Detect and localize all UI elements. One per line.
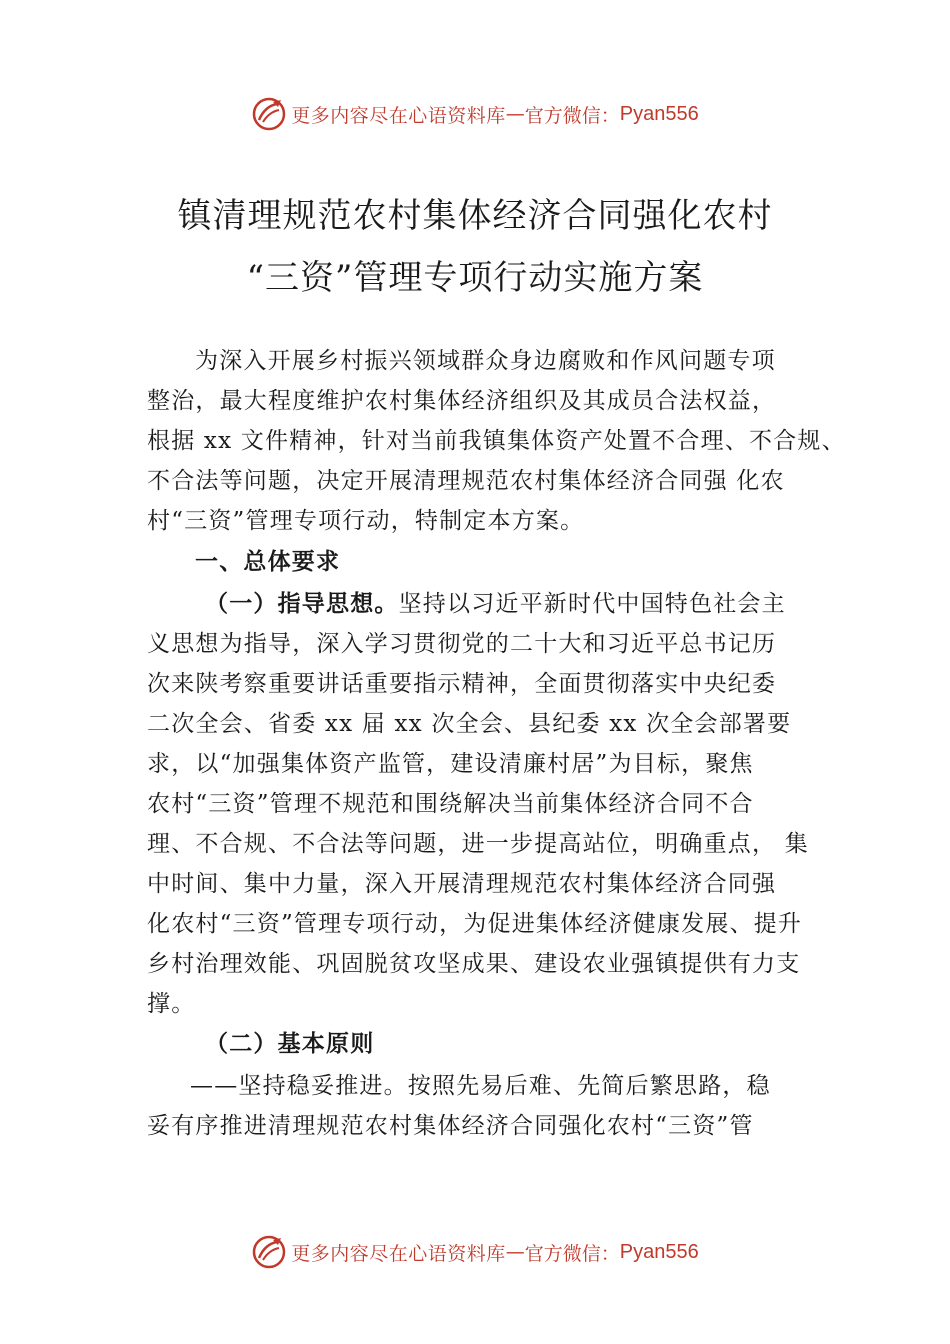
banner-text: 更多内容尽在心语资料库 xyxy=(291,104,506,127)
paragraph-line: 次来陕考察重要讲话重要指示精神，全面贯彻落实中央纪委 xyxy=(147,671,777,697)
banner-separator: — xyxy=(505,103,525,125)
paragraph-line: ——坚持稳妥推进。按照先易后难、先简后繁思路，稳 xyxy=(190,1073,771,1099)
banner-wechat-label: 官方微信： xyxy=(524,1242,620,1265)
paragraph-line: 化农村“三资”管理专项行动，为促进集体经济健康发展、提升 xyxy=(147,911,803,937)
banner-text: 更多内容尽在心语资料库 xyxy=(291,1242,506,1265)
subsection-heading: （一）指导思想。 xyxy=(205,591,399,617)
paragraph-line: 整治，最大程度维护农村集体经济组织及其成员合法权益， xyxy=(147,388,777,414)
paragraph-line: 农村“三资”管理不规范和围绕解决当前集体经济合同不合 xyxy=(147,791,754,817)
subsection-heading: （二）基本原则 xyxy=(205,1031,375,1057)
paragraph-text: 坚持以习近平新时代中国特色社会主 xyxy=(398,591,786,617)
paragraph-line: 不合法等问题，决定开展清理规范农村集体经济合同强 化农 xyxy=(147,468,785,494)
paragraph-line: 撑。 xyxy=(147,991,196,1017)
banner-wechat-label: 官方微信： xyxy=(524,104,620,127)
paragraph-line: 理、不合规、不合法等问题，进一步提高站位，明确重点， 集 xyxy=(147,831,809,857)
paragraph-line: 中时间、集中力量，深入开展清理规范农村集体经济合同强 xyxy=(147,871,777,897)
paragraph-line: 二次全会、省委 xx 届 xx 次全会、县纪委 xx 次全会部署要 xyxy=(147,711,792,737)
section-heading: 一、总体要求 xyxy=(195,549,341,575)
paragraph-line: 求，以“加强集体资产监管，建设清廉村居”为目标，聚焦 xyxy=(147,751,754,777)
header-banner xyxy=(0,94,950,134)
logo-icon xyxy=(251,1234,287,1270)
subsection-first-line xyxy=(205,588,786,620)
paragraph-line: 村“三资”管理专项行动，特制定本方案。 xyxy=(147,508,585,534)
logo-icon xyxy=(251,96,287,132)
paragraph-line: 乡村治理效能、巩固脱贫攻坚成果、建设农业强镇提供有力支 xyxy=(147,951,801,977)
document-title-line-2: “三资”管理专项行动实施方案 xyxy=(246,258,704,298)
paragraph-line: 根据 xx 文件精神，针对当前我镇集体资产处置不合理、不合规、 xyxy=(147,428,846,454)
banner-separator: — xyxy=(505,1241,525,1263)
document-title-line-1: 镇清理规范农村集体经济合同强化农村 xyxy=(177,196,773,236)
paragraph-line: 妥有序推进清理规范农村集体经济合同强化农村“三资”管 xyxy=(147,1113,754,1139)
paragraph-line: 义思想为指导，深入学习贯彻党的二十大和习近平总书记历 xyxy=(147,631,777,657)
banner-wechat-id: Pyan556 xyxy=(619,102,699,125)
footer-banner xyxy=(0,1232,950,1272)
banner-wechat-id: Pyan556 xyxy=(619,1240,699,1263)
paragraph-line: 为深入开展乡村振兴领域群众身边腐败和作风问题专项 xyxy=(195,348,776,374)
